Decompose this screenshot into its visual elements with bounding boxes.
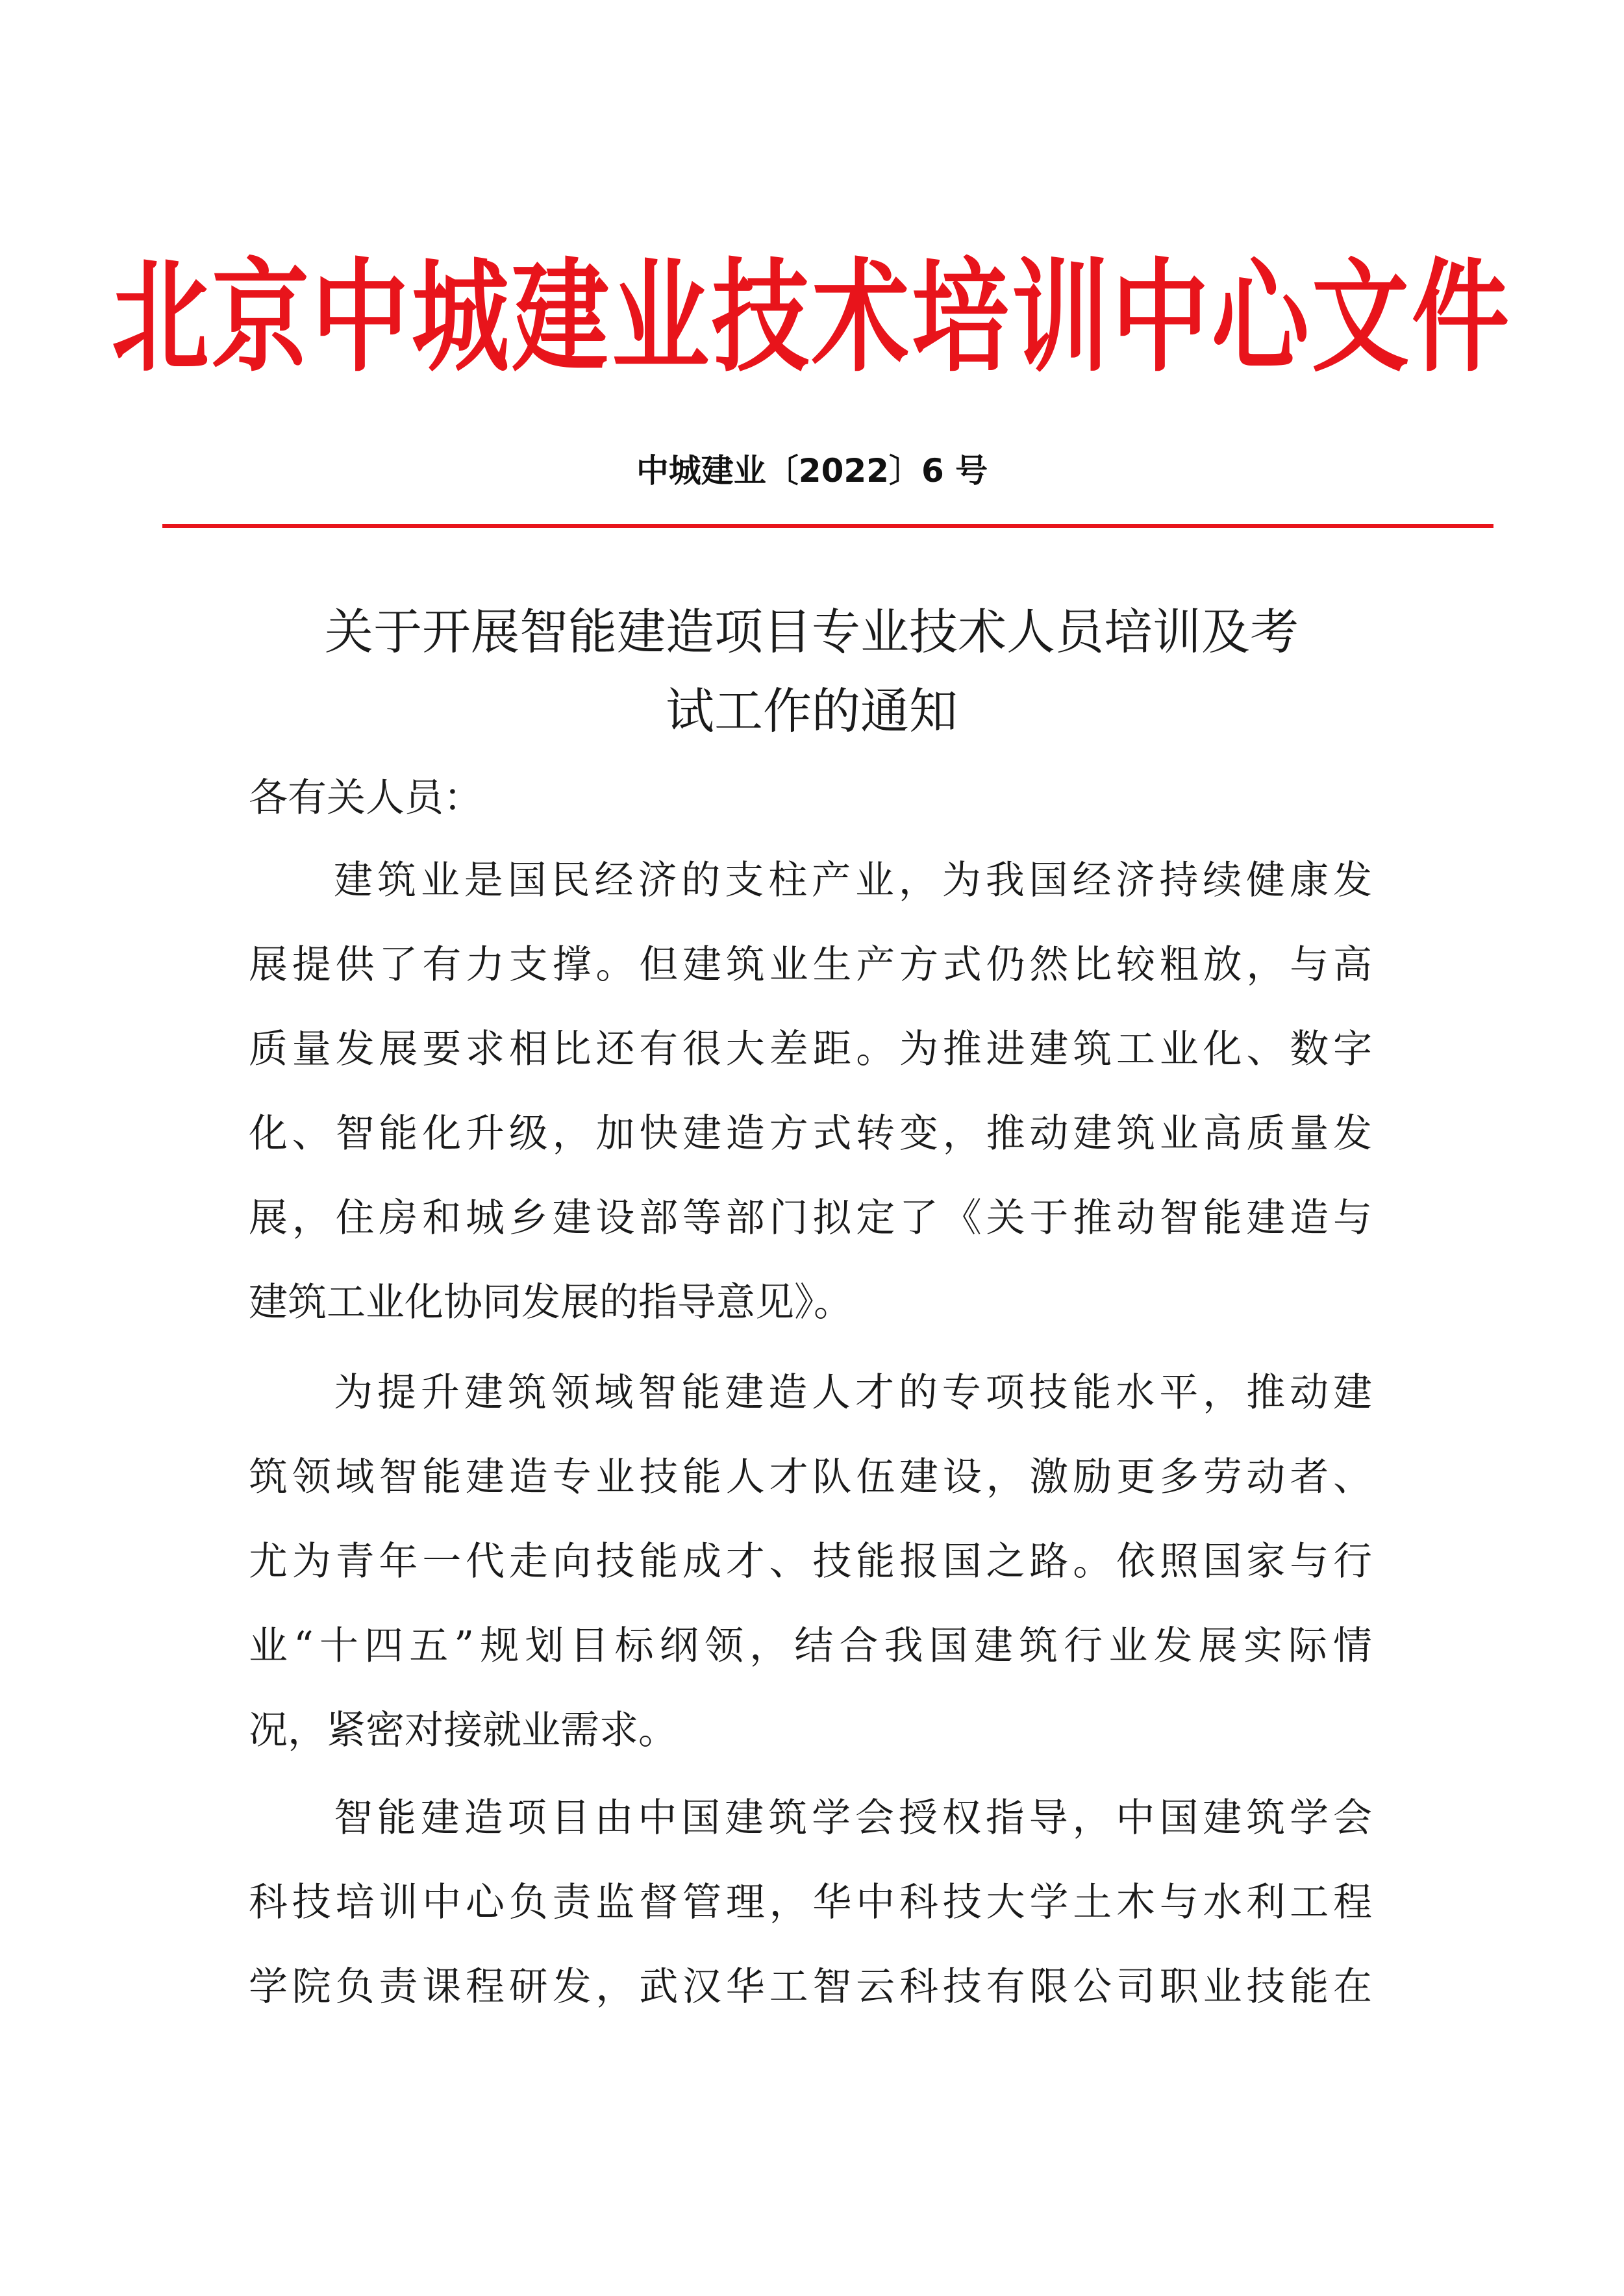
title-line: 试工作的通知 [665, 682, 958, 740]
paragraph-line: 智能建造项目由中国建筑学会授权指导，中国建筑学会 [334, 1795, 1372, 1841]
paragraph-line: 展提供了有力支撑。但建筑业生产方式仍然比较粗放，与高 [249, 942, 1372, 988]
body-paragraph [249, 838, 1372, 1345]
body-paragraph [249, 1351, 1372, 1773]
paragraph-line: 科技培训中心负责监督管理，华中科技大学土木与水利工程 [249, 1880, 1372, 1925]
paragraph-line: 尤为青年一代走向技能成才、技能报国之路。依照国家与行 [249, 1539, 1372, 1584]
paragraph-line: 建筑工业化协同发展的指导意见》。 [249, 1280, 853, 1325]
issuer-header: 北京中城建业技术培训中心文件 [111, 247, 1512, 389]
notice-title [247, 592, 1377, 751]
paragraph-line: 化、智能化升级，加快建造方式转变，推动建筑业高质量发 [249, 1111, 1372, 1156]
paragraph-line: 为提升建筑领域智能建造人才的专项技能水平，推动建 [334, 1370, 1372, 1416]
paragraph-line: 况，紧密对接就业需求。 [249, 1708, 677, 1753]
paragraph-line: 建筑业是国民经济的支柱产业，为我国经济持续健康发 [334, 858, 1372, 903]
paragraph-line: 业“十四五”规划目标纲领，结合我国建筑行业发展实际情 [249, 1623, 1372, 1669]
paragraph-line: 学院负责课程研发，武汉华工智云科技有限公司职业技能在 [249, 1964, 1372, 2010]
header-divider-line [162, 524, 1493, 528]
paragraph-line: 质量发展要求相比还有很大差距。为推进建筑工业化、数字 [249, 1027, 1372, 1072]
paragraph-line: 展，住房和城乡建设部等部门拟定了《关于推动智能建造与 [249, 1195, 1372, 1241]
salutation: 各有关人员： [249, 775, 482, 821]
paragraph-line: 筑领域智能建造专业技能人才队伍建设，激励更多劳动者、 [249, 1454, 1372, 1500]
title-line: 关于开展智能建造项目专业技术人员培训及考 [324, 603, 1299, 660]
body-paragraph [249, 1776, 1372, 2029]
document-number: 中城建业〔2022〕6 号 [636, 452, 988, 490]
